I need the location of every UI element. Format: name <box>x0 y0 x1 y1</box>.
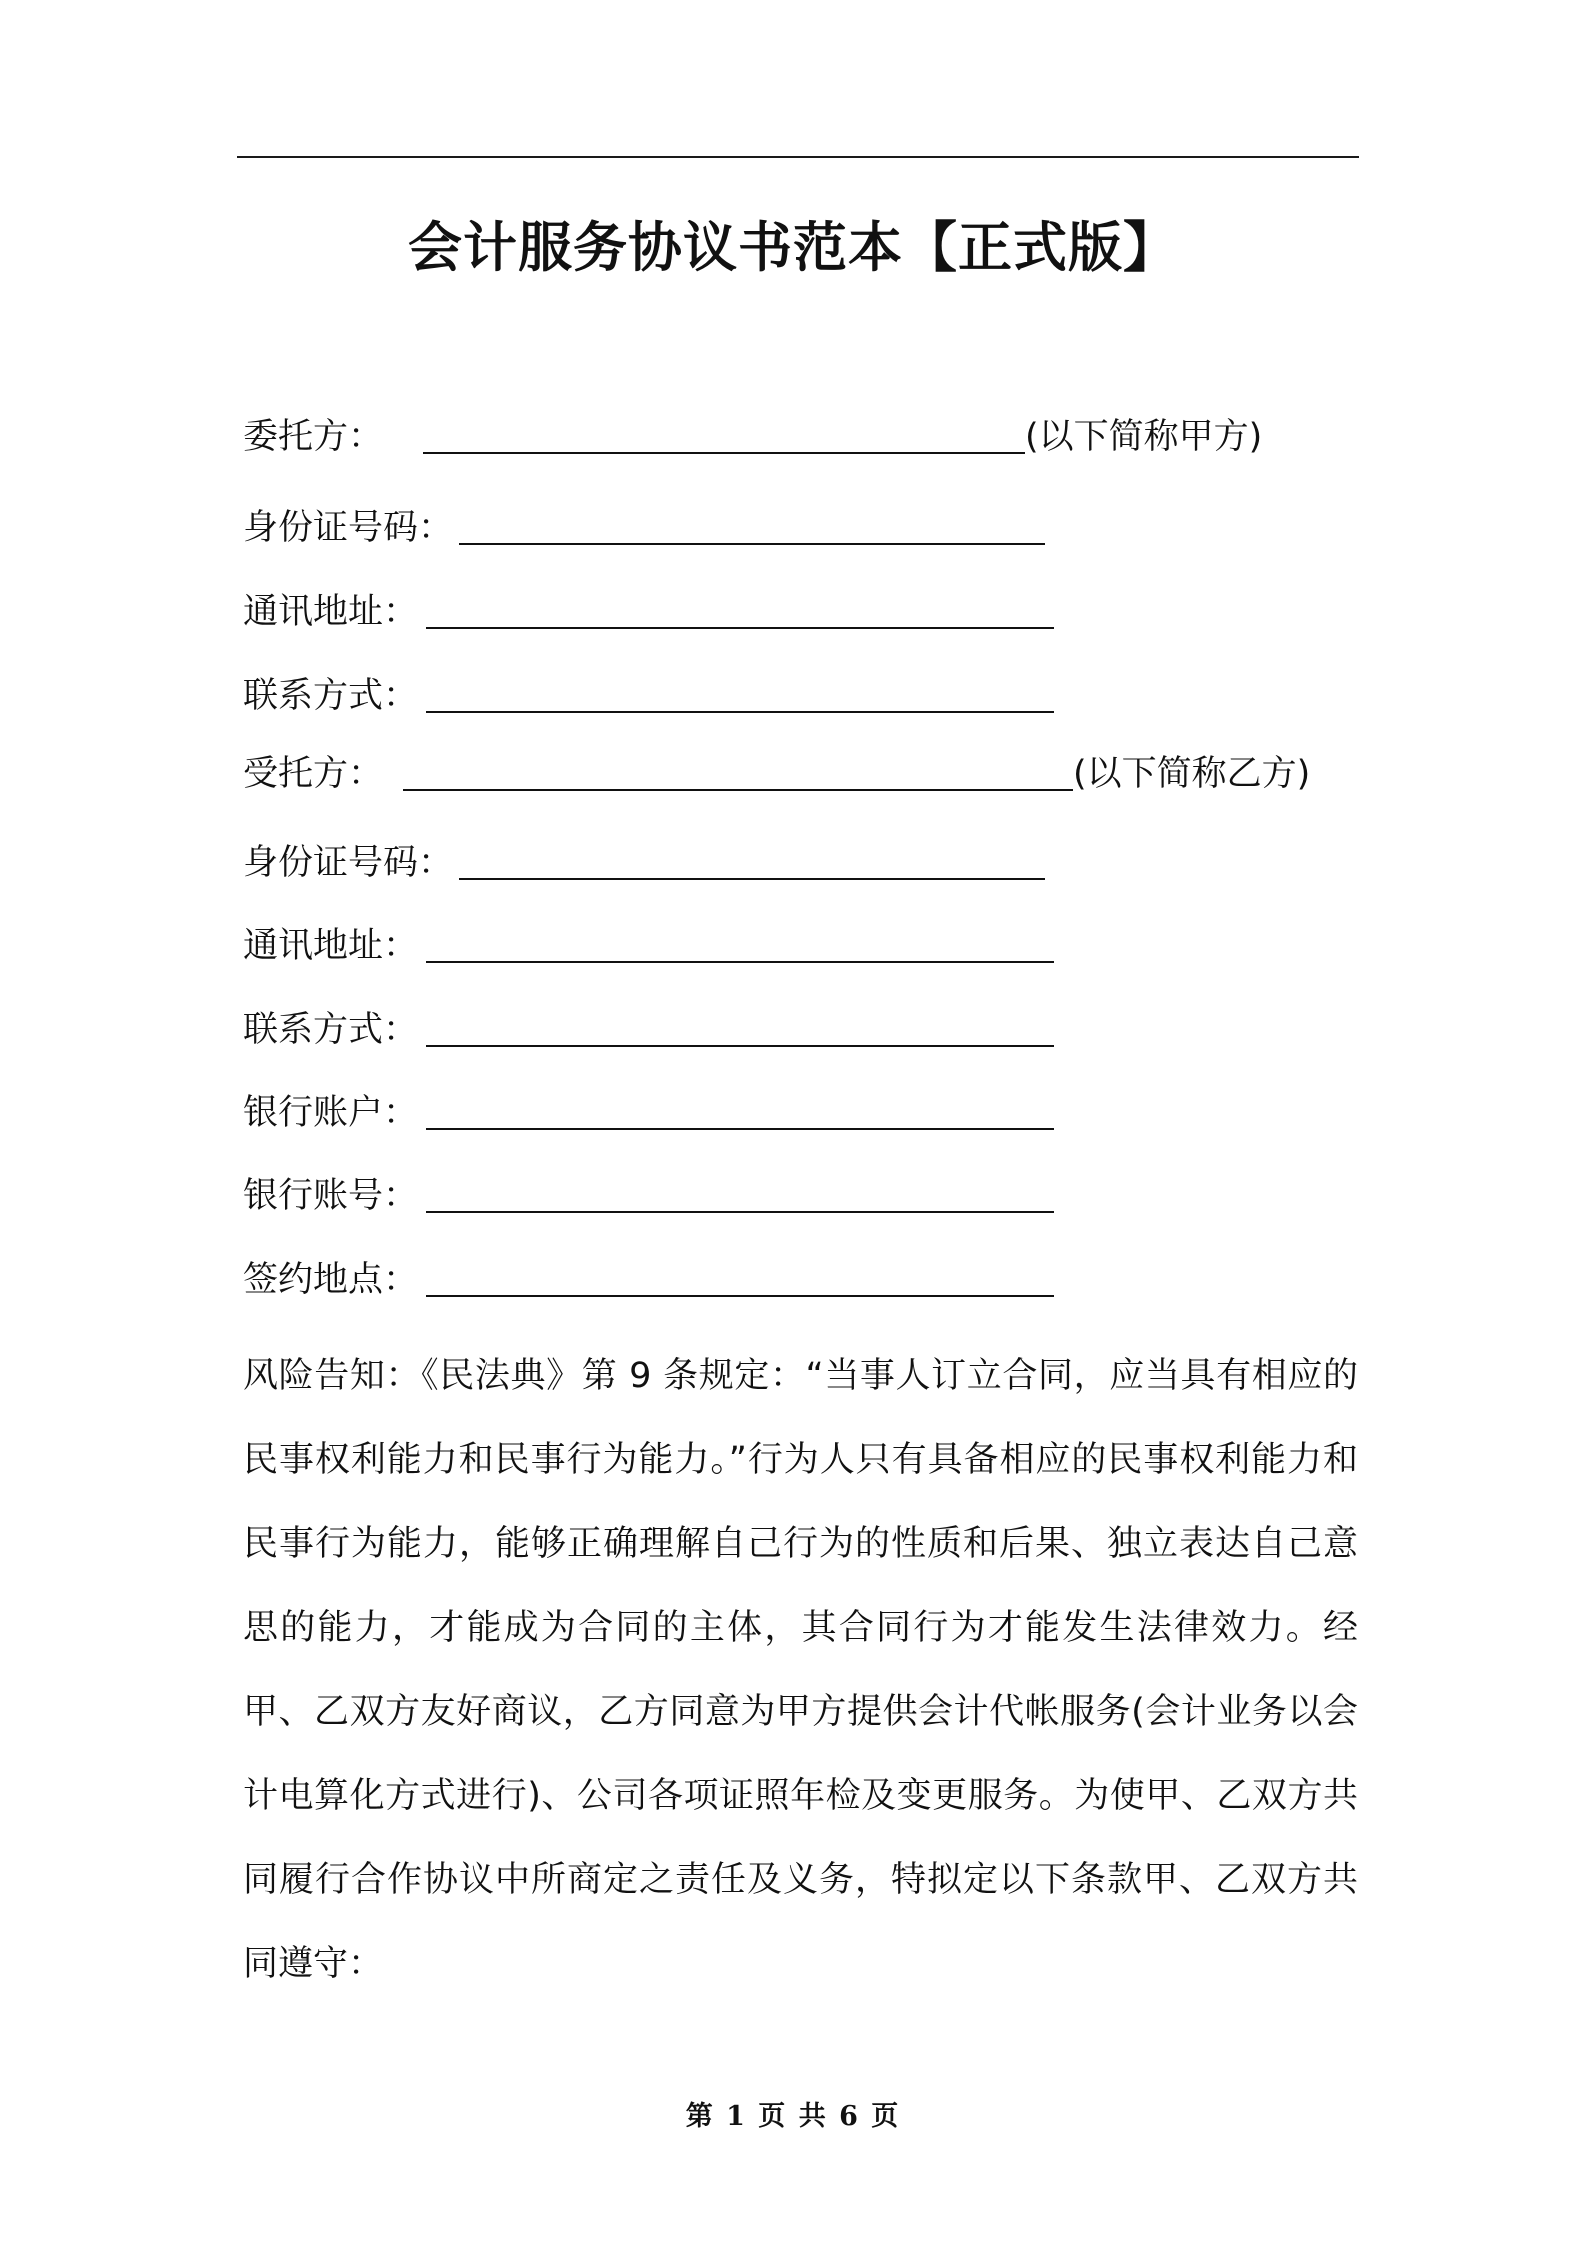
field-principal-id-number <box>243 503 1045 553</box>
field-label: 身份证号码： <box>243 508 454 548</box>
field-bank-account-number <box>243 1171 1054 1221</box>
field-agent <box>243 749 1310 799</box>
field-label: 签约地点： <box>243 1260 419 1300</box>
fill-in-blank <box>426 627 1054 629</box>
field-suffix: (以下简称甲方) <box>1025 417 1263 457</box>
fill-in-blank <box>426 961 1054 963</box>
field-label: 受托方： <box>243 754 384 794</box>
field-principal-address <box>243 587 1054 637</box>
field-bank-account-name <box>243 1088 1054 1138</box>
fill-in-blank <box>426 1295 1054 1297</box>
field-label: 通讯地址： <box>243 592 419 632</box>
field-label: 联系方式： <box>243 676 419 716</box>
field-label: 身份证号码： <box>243 843 454 883</box>
field-agent-address <box>243 921 1054 971</box>
field-signing-place <box>243 1255 1054 1305</box>
fill-in-blank <box>426 1211 1054 1213</box>
document-title: 会计服务协议书范本【正式版】 <box>408 216 1178 279</box>
field-label: 通讯地址： <box>243 926 419 966</box>
field-label: 银行账户： <box>243 1093 419 1133</box>
fill-in-blank <box>403 789 1073 791</box>
field-principal-contact <box>243 671 1054 721</box>
header-rule <box>237 156 1359 158</box>
fill-in-blank <box>426 1128 1054 1130</box>
field-label: 委托方： <box>243 417 384 457</box>
fill-in-blank <box>459 878 1045 880</box>
field-suffix: (以下简称乙方) <box>1073 754 1311 794</box>
fill-in-blank <box>426 1045 1054 1047</box>
field-agent-contact <box>243 1005 1054 1055</box>
fill-in-blank <box>423 452 1025 454</box>
field-principal <box>243 412 1262 462</box>
field-label: 联系方式： <box>243 1010 419 1050</box>
field-label: 银行账号： <box>243 1176 419 1216</box>
field-agent-id-number <box>243 838 1045 888</box>
risk-notice-paragraph: 风险告知：《民法典》第 9 条规定：“当事人订立合同，应当具有相应的民事权利能力和民事行为能力。”行为人只有具备相应的民事权利能力和民事行为能力，能够正确理解自己行为的性质和后果、独立表达自己意思的能力，才能成为合同的主体，其合同行为才能发生法律效力。经甲、乙双方友好商议，乙方同意为甲方提供会计代帐服务(会计业务以会计电算化方式进行)、公司各项证照年检及变更服务。为使甲、乙双方共同履行合作协议中所商定之责任及义务，特拟定以下条款甲、乙双方共同遵守： <box>243 1356 1358 1984</box>
page-number-footer: 第 1 页 共 6 页 <box>685 2101 901 2132</box>
fill-in-blank <box>426 711 1054 713</box>
fill-in-blank <box>459 543 1045 545</box>
